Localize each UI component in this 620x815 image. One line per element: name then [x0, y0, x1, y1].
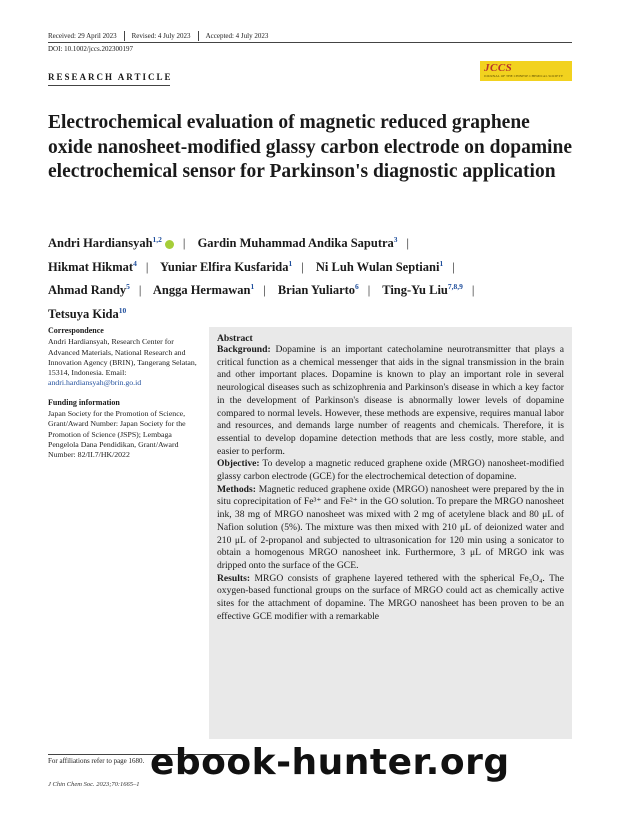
article-title: Electrochemical evaluation of magnetic reduced graphene oxide nanosheet-modified glassy carbon electrode on dopamine electrochemical sensor for Parkinson's diagnostic application — [48, 112, 572, 182]
author-6[interactable]: Ahmad Randy$^5$ — [48, 281, 130, 298]
received-date: Received: 29 April 2023 — [48, 31, 125, 41]
author-8[interactable]: Brian Yuliarto$^6$ — [277, 281, 359, 298]
journal-citation: J Chin Chem Soc. 2023;70:1665–1 — [48, 781, 140, 788]
correspondence-heading: Correspondence — [48, 326, 104, 335]
abstract-objective: Objective: To develop a magnetic reduced graphene oxide (MRGO) nanosheet-modified glassy carbon electrode (GCE) for the electrochemical detection of dopamine. — [217, 458, 564, 483]
article-type: RESEARCH ARTICLE — [48, 72, 173, 82]
author-4[interactable]: Yuniar Elfira Kusfarida$^1$ — [160, 258, 293, 274]
journal-logo-text: JCCS — [484, 62, 513, 74]
article-type-rule — [48, 85, 170, 86]
abstract-box — [209, 327, 572, 739]
accepted-date: Accepted: 4 July 2023 — [205, 32, 269, 40]
abstract-methods: Methods: Magnetic reduced graphene oxide (MRGO) nanosheet were prepared by the in situ coprecipitation of Fe³⁺ and Fe²⁺ in the GO solution. To prepare the MRGO nanosheet ink, 38 mg of MRGO nanosheet was mixed with 2 mg of acetylene black and 80 μL of Nafion solution (5%). The mixture was then mixed with 210 μL of deionized water and 210 μL of 2-propanol and subjected to ultrasonication for 120 min using a sonicator to obtain a homogenous MRGO nanosheet ink. Furthermore, 3 μL of MRGO ink was dripped onto the surface of the GCE. — [217, 483, 564, 571]
journal-logo-subtext: JOURNAL OF THE CHINESE CHEMICAL SOCIETY — [484, 74, 564, 78]
author-10[interactable]: Tetsuya Kida$^{10}$ — [48, 305, 127, 321]
author-2[interactable]: Gardin Muhammad Andika Saputra$^3$ — [197, 235, 398, 251]
sidebar — [48, 326, 198, 461]
correspondence-body: Andri Hardiansyah, Research Center for Advanced Materials, National Research and Innovation Agency (BRIN), Tangerang Selatan, 15314, Indonesia. Email: andri.hardiansyah@brin.go.id — [48, 337, 197, 388]
abstract-background: Background: Dopamine is an important catecholamine neurotransmitter that plays a critical function as a chemical messenger that aids in the signal transmission in the brain and other important places. Dopamine is known to play an important role in several neurological diseases such as schizophrenia and Parkinson's disease in which a key factor in the development of Parkinson's disease is abnormally lower levels of dopamine compared to normal levels. However, these methods are expensive, requires manual labor and resources, and demands large number of reagents and chemicals. Therefore, it is essential to develop dopamine detection methods that are less costly, more stable, and easier to perform. — [217, 344, 565, 457]
affiliations-note: For affiliations refer to page 1680. — [48, 757, 145, 765]
author-5[interactable]: Ni Luh Wulan Septiani$^1$ — [315, 258, 444, 274]
funding-body: Japan Society for the Promotion of Science, Grant/Award Number: Japan Society for the Promotion of Science (JSPS); Lembaga Pengelola Dana Pendidikan, Grant/Award Number: 82/II.7/HK/2022 — [48, 409, 186, 460]
author-1[interactable]: Andri Hardiansyah$^{1,2}$ — [48, 235, 162, 251]
author-list: Andri Hardiansyah$^{1,2}$ | Gardin Muhammad Andika Saputra$^3$ | Hikmat Hikmat$^4$ | Yuniar Elfira Kusfarida$^1$ | Ni Luh Wulan Septiani$^1$ | Ahmad Randy$^5$ | Angga Hermawan$^1$ | Brian Yuliarto$^6$ | Ting-Yu Liu$^{7,8,9}$ | Tetsuya Kida$^{10}$ — [48, 235, 475, 321]
watermark: ebook-hunter.org — [150, 742, 510, 783]
article-dates — [48, 31, 282, 41]
abstract-results: Results: MRGO consists of graphene layered tethered with the spherical Fe₃O₄. The oxygen-based functional groups on the surface of MRGO could act as chemically active sites for the attachment of dopamine. The MRGO nanosheet has been proven to be an effective GCE modifier with a remarkable — [217, 572, 564, 622]
author-3[interactable]: Hikmat Hikmat$^4$ — [48, 258, 137, 274]
revised-date: Revised: 4 July 2023 — [132, 31, 199, 41]
orcid-icon[interactable] — [165, 240, 174, 249]
author-9[interactable]: Ting-Yu Liu$^{7,8,9}$ — [382, 281, 463, 298]
header-rule — [48, 42, 572, 43]
journal-logo[interactable] — [480, 61, 572, 81]
correspondence-email[interactable]: andri.hardiansyah@brin.go.id — [48, 378, 142, 388]
funding-heading: Funding information — [48, 397, 120, 407]
author-7[interactable]: Angga Hermawan$^1$ — [152, 281, 255, 298]
abstract-heading: Abstract — [217, 333, 253, 344]
doi[interactable]: DOI: 10.1002/jccs.202300197 — [48, 45, 133, 53]
